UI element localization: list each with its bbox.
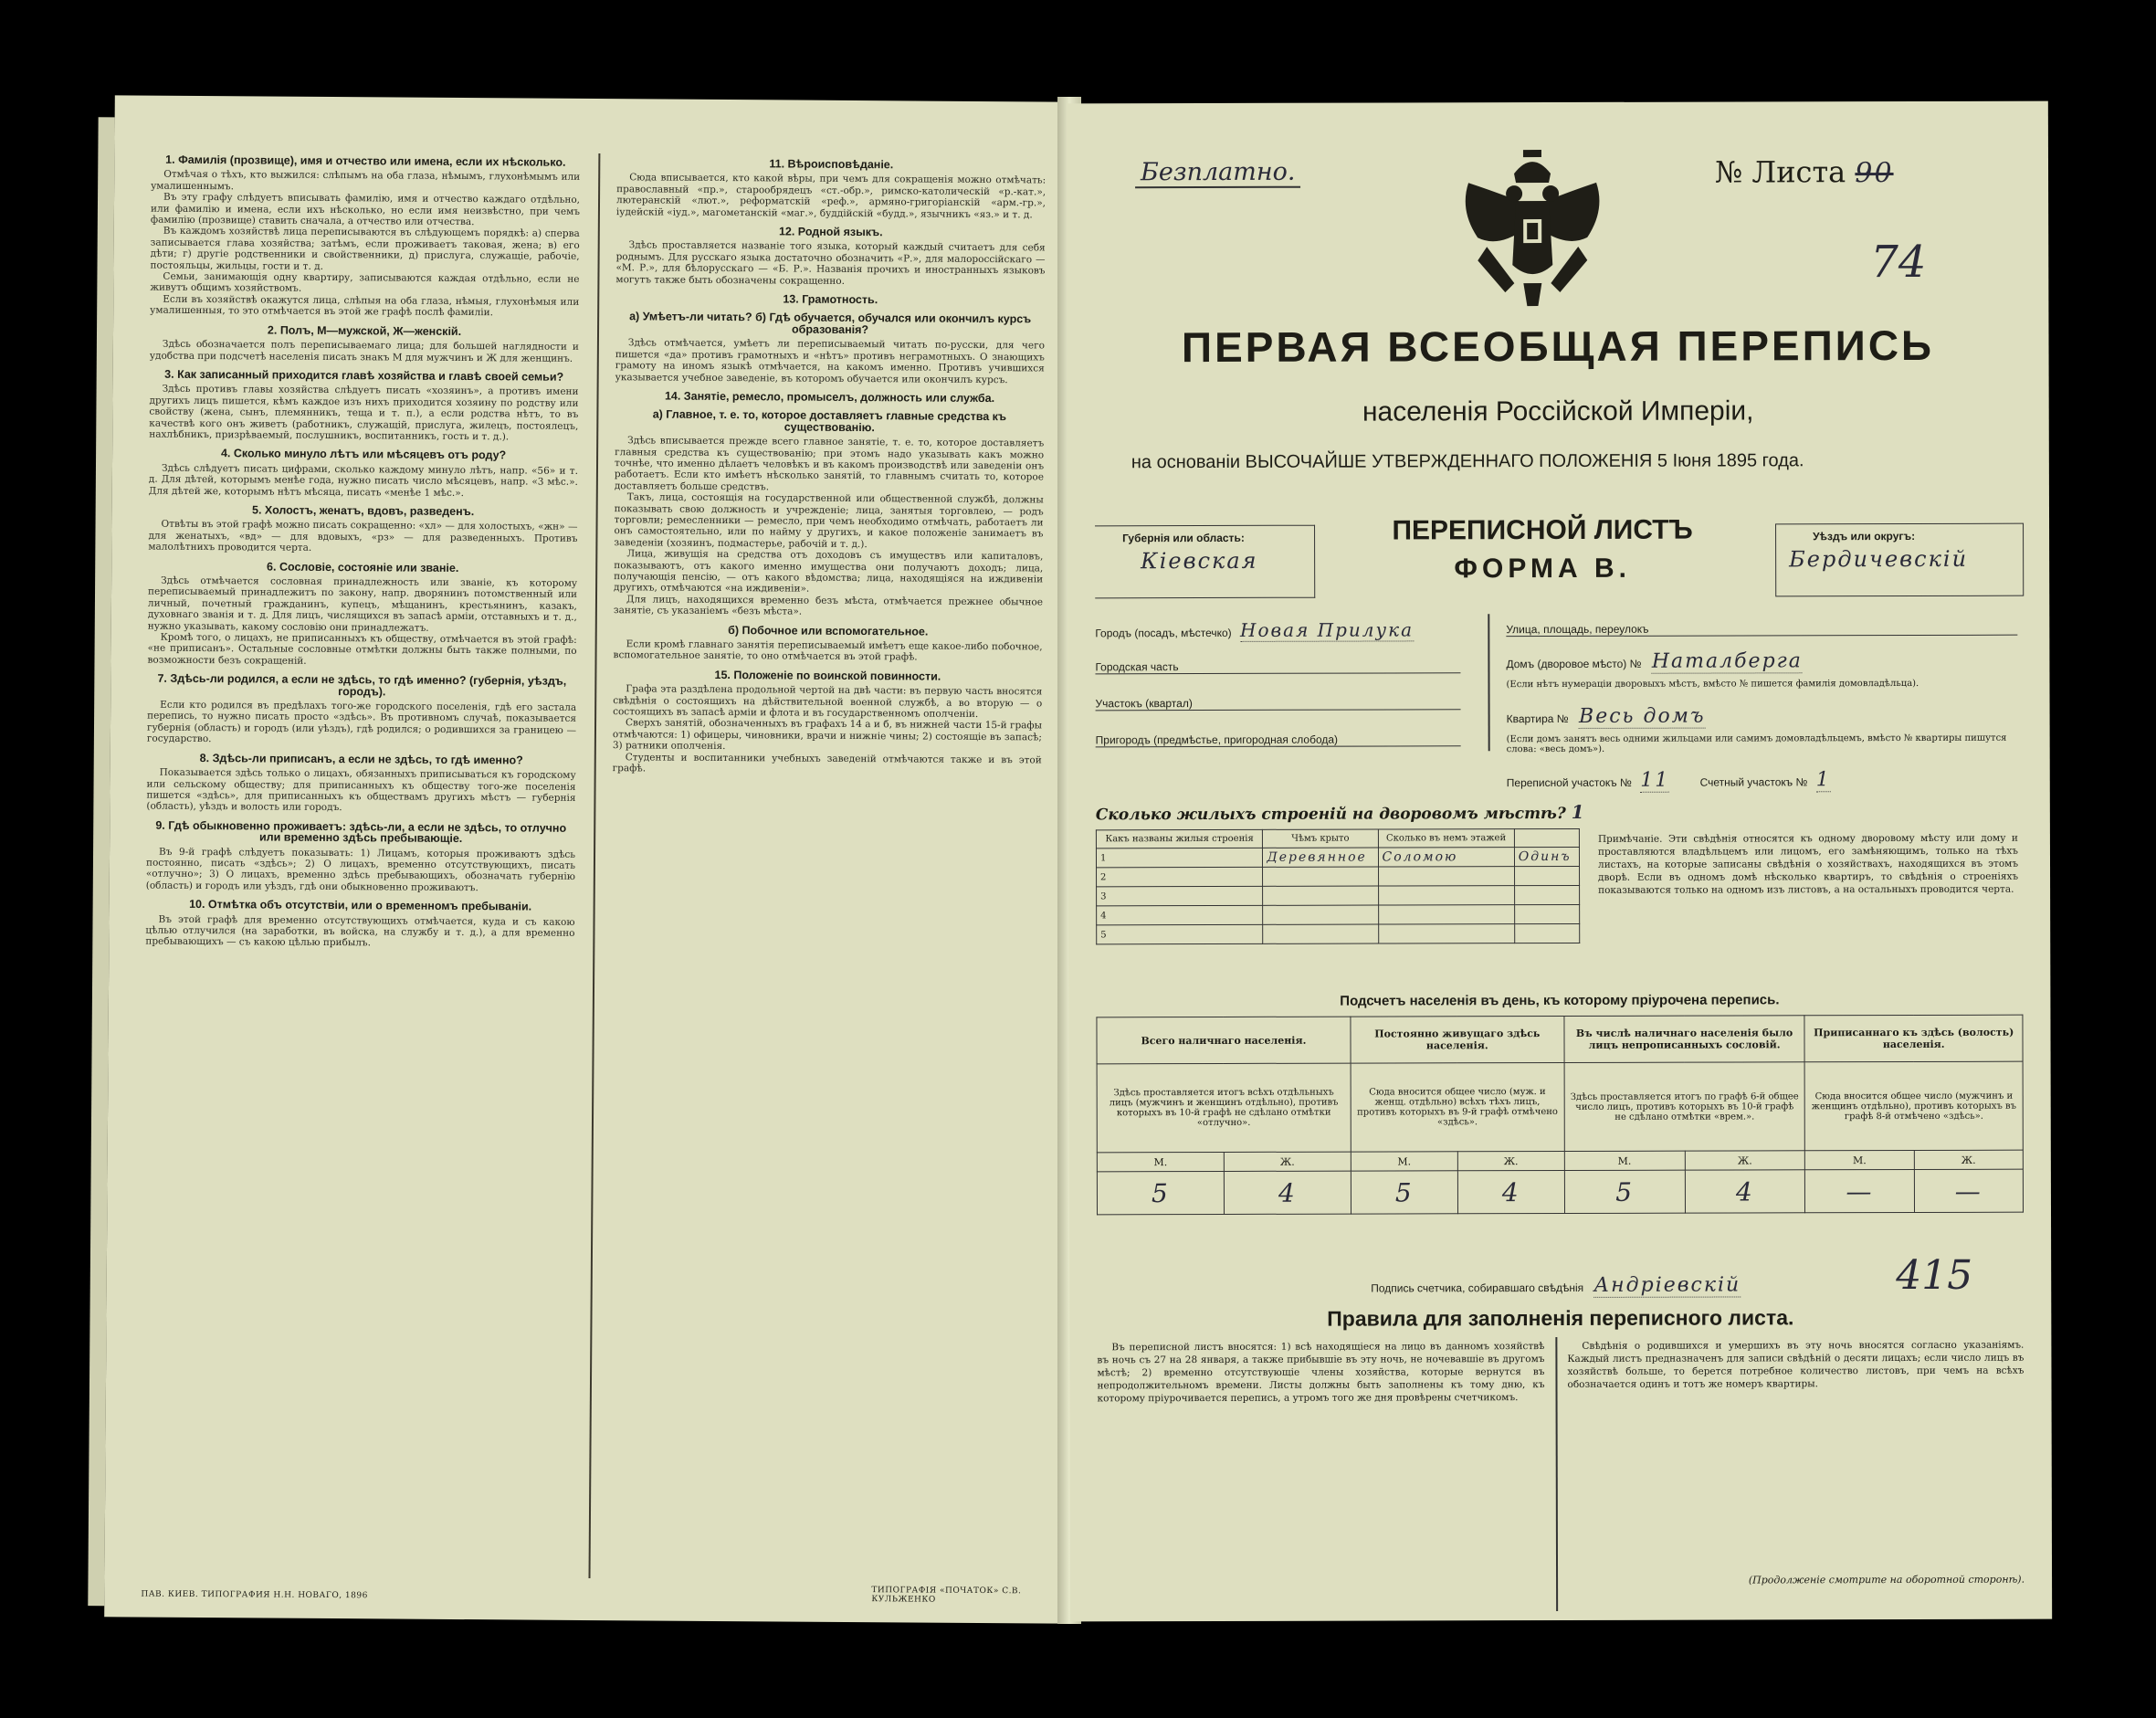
instruction-paragraph: Здѣсь противъ главы хозяйства слѣдуетъ писать «хозяинъ», а противъ имени другихъ лицъ пишется, кѣмъ каждое изъ нихъ приходится хозяину по родству или свойству (жена, сынъ, племянникъ, теща и т. п.), а если родства нѣтъ, то въ качествѣ кого онъ живетъ (работникъ, служащій, прислуга, жилецъ, постоялецъ, нахлѣбникъ, призрѣваемый, послушникъ, воспитанникъ, гость и т. д.). — [149, 384, 579, 443]
instruction-paragraph: Здѣсь отмѣчается, умѣетъ ли переписываемый читать по-русски, для чего пишется «да» противъ грамотныхъ и «нѣтъ» противъ неграмотныхъ. О знающихъ грамоту на иномъ языкѣ отмѣчается, на какомъ именно. Противъ учившихся указывается учебное заведеніе, въ которомъ обучается или окончилъ курсъ. — [615, 337, 1045, 385]
instruction-paragraph: Въ эту графу слѣдуетъ вписывать фамилію, имя и отчество каждаго отдѣльно, или фамилію и имена, если ихъ нѣсколько, но если имя неизвѣстно, при чемъ фамилію (прозвище) ставить сначала, а отчество или отчества. — [150, 191, 581, 228]
instruction-paragraph: Здѣсь слѣдуетъ писать цифрами, сколько каждому минуло лѣтъ, напр. «56» и т. д. Для дѣтей, которымъ менѣе года, нужно писать число мѣсяцевъ, напр. «3 мѣс.». Для дѣтей же, которымъ нѣтъ мѣсяца, писать «менѣе 1 мѣс.». — [148, 462, 579, 499]
buildings-cell — [1514, 923, 1579, 943]
instruction-heading: 1. Фамилія (прозвище), имя и отчество или имена, если их нѣсколько. — [165, 153, 566, 169]
left-page — [104, 95, 1076, 1623]
uezd-label: Уѣздъ или округъ: — [1813, 529, 1916, 543]
instruction-heading: 3. Как записанный приходится главѣ хозяйства и главѣ своей семьи? — [164, 367, 564, 384]
instruction-paragraph: Сюда вписывается, кто какой вѣры, при чемъ для сокращенія можно отмѣчать: православный «пр.», старообрядецъ «ст.-обр.», римско-католическій «р.-кат.», лютеранскій «лют.», реформатскій «реф.», армяно-григоріанскій «арм.-гр.», іудейскій «іуд.», магометанскій «маг.», буддійскій «будд.», язычникъ «яз.» и т. д. — [615, 172, 1046, 220]
instruction-heading: 15. Положеніе по воинской повинности. — [714, 668, 941, 683]
uezd-box — [1775, 523, 2024, 597]
instruction-heading: 2. Полъ, М—мужской, Ж—женскій. — [267, 323, 462, 338]
buildings-cell: Соломою — [1378, 848, 1514, 867]
instruction-paragraph: Въ этой графѣ для временно отсутствующихъ отмѣчается, куда и съ какою цѣлью отлучился (на заработки, въ войска, на службу и т. д.), а для временно пребывающихъ — съ какою цѣлью прибылъ. — [145, 913, 575, 949]
gubernia-value: Кіевская — [1141, 547, 1258, 574]
printer-footer-left: ПАВ. КИЕВ. ТИПОГРАФИЯ Н.Н. НОВАГО, 1896 — [141, 1589, 368, 1601]
district-field: Участокъ (квартал) — [1096, 696, 1461, 711]
summary-col-note: Здѣсь проставляется итогъ всѣхъ отдѣльныхъ лицъ (мужчинъ и женщинъ отдѣльно), противъ которыхъ въ 10-й графѣ не сдѣлано отмѣтки «отлучно». — [1097, 1063, 1351, 1153]
instruction-paragraph: Для лицъ, находящихся временно безъ мѣста, отмѣчается прежнее обычное занятіе, съ указаніемъ «безъ мѣста». — [613, 594, 1044, 617]
city-label: Городъ (посадъ, мѣстечко) — [1095, 626, 1232, 640]
buildings-cell — [1263, 886, 1378, 905]
summary-value: 5 — [1351, 1171, 1457, 1214]
instruction-paragraph: Показывается здѣсь только о лицахъ, обязанныхъ приписываться къ городскому или сельскому обществу; для приписанныхъ къ обществу того-же поселенія пишется «здѣсь», для приписанныхъ къ обществамъ другихъ мѣстъ — губернія (область), уѣздъ и волость или городъ. — [146, 766, 576, 814]
buildings-cell — [1514, 904, 1579, 923]
instruction-paragraph: Здѣсь отмѣчается сословная принадлежность или званіе, къ которому переписываемый принадлежитъ по закону, напр. дворянинъ потомственный или личный, почетный гражданинъ, купецъ, мѣщанинъ, крестьянинъ, казакъ, духовнаго званія и т. д. Для лицъ, числящихся въ запасѣ арміи, отставныхъ и т. д., нужно указывать, какому сословію они принадлежатъ. — [147, 574, 578, 634]
summary-value: — — [1805, 1169, 1914, 1212]
form-subtitle: ФОРМА В. — [1454, 553, 1631, 585]
buildings-cell — [1378, 905, 1514, 924]
buildings-cell: 1 — [1096, 848, 1262, 867]
summary-value: 4 — [1224, 1171, 1351, 1214]
buildings-row — [1097, 904, 1580, 924]
instruction-paragraph: Такъ, лица, состоящія на государственной или общественной службѣ, должны показывать свою должность и учрежденіе; лица, занятыя торговлею, — родъ торговли; ремесленники — ремесло, при чемъ необходимо отмѣчать, работаетъ ли онъ самостоятельно, или по найму у другихъ, и какое положеніе занимаетъ въ заведеніи (хозяинъ, подмастерье, рабочій и т. д.). — [614, 491, 1044, 550]
population-summary-table — [1096, 1015, 2024, 1216]
house-value: Наталберга — [1651, 649, 1803, 673]
summary-sex-label: М. — [1564, 1151, 1685, 1170]
imperial-eagle-emblem — [1450, 146, 1614, 311]
instruction-heading: 11. Вѣроисповѣданіе. — [769, 157, 894, 172]
instruction-heading: б) Побочное или вспомогательное. — [728, 623, 929, 638]
instructions-column-right — [606, 150, 1046, 1586]
summary-col-header: Постоянно живущаго здѣсь населенія. — [1351, 1016, 1564, 1063]
buildings-cell — [1263, 905, 1378, 924]
rules-divider — [1555, 1337, 1557, 1611]
summary-sex-label: М. — [1805, 1150, 1914, 1169]
buildings-cell — [1378, 924, 1514, 943]
census-form-page — [1067, 101, 2052, 1622]
summary-value: 4 — [1685, 1170, 1805, 1213]
buildings-row — [1097, 866, 1580, 886]
instruction-paragraph: Кромѣ того, о лицахъ, не приписанныхъ къ обществу, отмѣчается въ этой графѣ: «не приписанъ». Остальные сословные отмѣтки должны быть также полными, по возможности безъ сокращеній. — [147, 631, 577, 667]
summary-value: 5 — [1564, 1170, 1685, 1213]
buildings-cell — [1263, 924, 1378, 943]
census-district-row — [1507, 768, 2018, 792]
sheet-number-label: № Листа — [1714, 154, 1846, 190]
census-title: ПЕРВАЯ ВСЕОБЩАЯ ПЕРЕПИСЬ — [1181, 321, 1935, 372]
apartment-field — [1507, 704, 2018, 728]
street-field: Улица, площадь, переулокъ — [1506, 622, 2017, 637]
buildings-cell: Одинъ — [1514, 847, 1579, 866]
apartment-note: (Если домъ занятъ весь одними жильцами или самимъ домовладѣльцемъ, вмѣсто № квартиры пишутся слова: «весь домъ»). — [1506, 733, 2007, 755]
buildings-cell — [1378, 886, 1514, 905]
sheet-number — [1715, 154, 1894, 190]
population-summary-title: Подсчетъ населенія въ день, къ которому пріурочена перепись. — [1340, 992, 1780, 1009]
census-legal-basis: на основаніи ВЫСОЧАЙШЕ УТВЕРЖДЕННАГО ПОЛОЖЕНІЯ 5 Іюня 1895 года. — [1131, 450, 1804, 473]
buildings-cell — [1263, 867, 1378, 886]
rules-column-left: Въ переписной листъ вносятся: 1) всѣ находящіеся на лицо въ данномъ хозяйствѣ въ ночь съ 27 на 28 января, а также прибывшіе въ эту ночь, не ночевавшіе въ другомъ мѣстѣ; 2) временно отсутствующіе члены хозяйства, которые вернутся въ непродолжительномъ времени. Листы должны быть заполнены къ тому дню, къ которому пріурочивается перепись, а утромъ того же дня провѣрены счетчикомъ. — [1097, 1341, 1545, 1405]
census-district-label: Переписной участокъ № — [1506, 775, 1632, 790]
summary-value: — — [1914, 1169, 2023, 1212]
instruction-paragraph: Семьи, занимающія одну квартиру, записываются каждая отдѣльно, если не живутъ общимъ хозяйствомъ. — [150, 270, 580, 295]
instruction-paragraph: Студенты и воспитанники учебныхъ заведеній отмѣчаются также и въ этой графѣ. — [612, 751, 1042, 775]
summary-value: 5 — [1097, 1171, 1224, 1214]
instruction-heading: а) Главное, т. е. то, которое доставляетъ главные средства къ существованію. — [652, 407, 1007, 434]
buildings-table — [1096, 828, 1580, 944]
summary-col-note: Сюда вносится общее число (мужчинъ и женщинъ отдѣльно), противъ которыхъ въ графѣ 8-й отмѣчено «здѣсь». — [1804, 1061, 2023, 1151]
instruction-heading: 9. Гдѣ обыкновенно проживаетъ: здѣсь-ли, а если не здѣсь, то отлучно или временно здѣсь пребывающіе. — [155, 818, 567, 846]
uezd-value: Бердичевскій — [1789, 545, 1969, 573]
summary-sex-label: М. — [1351, 1152, 1457, 1171]
buildings-row — [1096, 847, 1579, 867]
city-field — [1095, 618, 1497, 641]
margin-number: 415 — [1896, 1251, 1973, 1300]
buildings-col-header: Чѣмъ крыто — [1263, 829, 1378, 848]
sheet-number-value: 90 — [1855, 157, 1894, 190]
instruction-paragraph: Въ 9-й графѣ слѣдуетъ показывать: 1) Лицамъ, которыя проживаютъ здѣсь постоянно, писать «здѣсь»; 2) О лицахъ, временно отсутствующихъ, писать «отлучно»; 3) О лицахъ, временно здѣсь пребывающихъ, обозначать губернію (область) и городъ или уѣздъ, гдѣ они обыкновенно проживаютъ. — [145, 846, 576, 893]
apartment-value: Весь домъ — [1578, 704, 1706, 728]
summary-col-note: Здѣсь проставляется итогъ по графѣ 6-й общее число лицъ, противъ которыхъ въ 10-й графѣ не сдѣлано отмѣтки «врем.». — [1564, 1062, 1805, 1152]
buildings-cell: 4 — [1097, 905, 1263, 924]
rules-title: Правила для заполненія переписного листа. — [1327, 1305, 1794, 1331]
buildings-row — [1097, 923, 1580, 943]
summary-col-header: Всего наличнаго населенія. — [1097, 1017, 1351, 1064]
instruction-heading: 10. Отмѣтка объ отсутствіи, или о временномъ пребываніи. — [189, 898, 532, 913]
buildings-col-header: Какъ названы жилыя строенія — [1096, 829, 1262, 848]
census-district-value: 11 — [1640, 768, 1670, 792]
house-field — [1506, 649, 2017, 673]
census-subtitle: населенія Россійской Имперіи, — [1362, 395, 1754, 427]
summary-sex-label: Ж. — [1914, 1150, 2023, 1169]
buildings-question-label: Сколько жилыхъ строеній на дворовомъ мѣстѣ? — [1095, 804, 1566, 825]
free-label: Безплатно. — [1135, 158, 1301, 188]
instruction-paragraph: Если кто родился въ предѣлахъ того-же городского поселенія, гдѣ его застала перепись, то нужно писать просто «здѣсь». Въ противномъ случаѣ, показывается губернія (область) и городъ (или уѣздъ), гдѣ родился; о родившихся за границею — государство. — [146, 699, 577, 745]
house-label: Домъ (дворовое мѣсто) № — [1506, 657, 1642, 671]
buildings-cell: 3 — [1097, 886, 1263, 905]
instruction-heading: 12. Родной языкъ. — [778, 225, 883, 239]
summary-col-note: Сюда вносится общее число (муж. и женщ. отдѣльно) всѣхъ тѣхъ лицъ, противъ которыхъ въ 9-й графѣ отмѣчено «здѣсь». — [1351, 1062, 1564, 1152]
gubernia-box — [1095, 525, 1315, 599]
count-district-value: 1 — [1815, 768, 1831, 792]
gubernia-label: Губернія или область: — [1122, 531, 1245, 545]
rules-column-right: Свѣдѣнія о родившихся и умершихъ въ эту ночь вносятся согласно указаніямъ. Каждый листъ предназначенъ для записи свѣдѣній о десяти лицахъ; если число лицъ въ хозяйствѣ больше, то берется потребное количество листовъ, при чемъ на всѣхъ обозначается одинъ и тотъ же номеръ квартиры. — [1567, 1339, 2025, 1390]
rules-continuation-note: (Продолженіе смотрите на оборотной сторонѣ). — [1748, 1573, 2025, 1586]
buildings-note: Примѣчаніе. Эти свѣдѣнія относятся къ одному дворовому мѣсту или дому и проставляются владѣльцемъ или лицомъ, его замѣняющимъ, только на тѣхъ листахъ, на которые записаны свѣдѣнія о хозяйствахъ, находящихся въ этомъ дворѣ. Если въ одномъ домѣ нѣсколько квартиръ, то свѣдѣнія о строеніяхъ показываются только на одномъ изъ листовъ, а на остальныхъ проводится черта. — [1597, 832, 2019, 896]
form-title: ПЕРЕПИСНОЙ ЛИСТЪ — [1392, 514, 1693, 546]
signature-label: Подпись счетчика, собиравшаго свѣдѣнія — [1371, 1281, 1584, 1295]
instruction-paragraph: Здѣсь вписывается прежде всего главное занятіе, т. е. то, которое доставляетъ главныя средства къ существованію; при этомъ надо указывать какъ можно точнѣе, что именно дѣлаетъ человѣкъ и въ какомъ производствѣ или заведеніи онъ работаетъ. Если кто имѣетъ нѣсколько занятій, то главнымъ считать то, которое доставляетъ больше средствъ. — [614, 435, 1045, 493]
summary-sex-label: Ж. — [1685, 1151, 1805, 1170]
instruction-paragraph: Здѣсь проставляется названіе того языка, который каждый считаетъ для себя роднымъ. Для русскаго языка достаточно обозначить «Р.», для малороссійскаго — «М. Р.», для бѣлорусскаго — «Б. Р.». Названія прочихъ и иностранныхъ языковъ могутъ также быть обозначены сокращенно. — [615, 239, 1046, 287]
summary-col-header: Въ числѣ наличнаго населенія было лицъ непрописанныхъ сословій. — [1564, 1016, 1805, 1063]
buildings-cell: 5 — [1097, 924, 1263, 943]
instruction-heading: 8. Здѣсь-ли приписанъ, а если не здѣсь, то гдѣ именно? — [199, 751, 523, 767]
instruction-paragraph: Отвѣты въ этой графѣ можно писать сокращенно: «хл» — для холостыхъ, «жн» — для женатыхъ, «вд» — для вдовыхъ, «рз» — для разведенныхъ. Противъ малолѣтнихъ проводится черта. — [148, 519, 578, 554]
city-part-field: Городская часть — [1095, 659, 1460, 674]
instruction-paragraph: Графа эта раздѣлена продольной чертой на двѣ части: въ первую часть вносятся свѣдѣнія о состоящихъ на дѣйствительной военной службѣ, а во вторую — о состоящихъ въ запасѣ арміи и флота и въ государственномъ ополченіи. — [613, 683, 1043, 721]
suburb-field: Пригородъ (предмѣстье, пригородная слобода) — [1096, 733, 1461, 747]
enumerator-signature: Андріевскій — [1593, 1273, 1741, 1297]
house-note: (Если нѣтъ нумераціи дворовыхъ мѣстъ, вмѣсто № пишется фамилія домовладѣльца). — [1506, 678, 1919, 690]
buildings-cell — [1378, 867, 1514, 886]
buildings-row — [1097, 885, 1580, 905]
buildings-col-header: Сколько въ немъ этажей — [1378, 829, 1514, 848]
summary-sex-label: Ж. — [1457, 1151, 1564, 1170]
count-district-label: Счетный участокъ № — [1699, 775, 1808, 789]
instruction-heading: 6. Сословіе, состояніе или званіе. — [267, 560, 459, 574]
apartment-label: Квартира № — [1506, 711, 1569, 726]
buildings-question — [1096, 801, 1586, 824]
buildings-cell: 2 — [1097, 867, 1263, 886]
instruction-heading: 4. Сколько минуло лѣтъ или мѣсяцевъ отъ роду? — [220, 447, 507, 462]
city-value: Новая Прилука — [1239, 618, 1415, 641]
column-divider — [589, 153, 600, 1578]
buildings-col-header — [1514, 828, 1579, 847]
summary-value: 4 — [1457, 1170, 1564, 1213]
summary-sex-label: Ж. — [1224, 1152, 1351, 1171]
instruction-paragraph: Отмѣчая о тѣхъ, кто выжился: слѣпымъ на оба глаза, нѣмымъ, глухонѣмымъ или умалишеннымъ. — [151, 169, 581, 193]
instruction-heading: 13. Грамотность. — [783, 292, 878, 307]
instruction-paragraph: Въ каждомъ хозяйствѣ лица переписываются въ слѣдующемъ порядкѣ: а) сперва записывается глава хозяйства; затѣмъ, если проживаетъ таковая, жена; в) его дѣти; г) другіе родственники и свойственники, д) прислуга, служащіе, рабочіе, постояльцы, жильцы, гости и т. д. — [150, 226, 580, 272]
instruction-paragraph: Здѣсь обозначается полъ переписываемаго лица; для большей наглядности и удобства при подсчетѣ населенія писать знакъ М для мужчинъ и Ж для женщинъ. — [149, 338, 579, 364]
instruction-paragraph: Если въ хозяйствѣ окажутся лица, слѣпыя на оба глаза, нѣмыя, глухонѣмыя или умалишенныя, то это отмѣчается въ этой же графѣ послѣ фамиліи. — [150, 293, 580, 319]
instruction-heading: 14. Занятіе, ремесло, промыселъ, должность или служба. — [664, 389, 995, 405]
instruction-heading: 5. Холостъ, женатъ, вдовъ, разведенъ. — [251, 503, 475, 519]
buildings-cell — [1514, 885, 1579, 904]
instruction-heading: 7. Здѣсь-ли родился, а если не здѣсь, то гдѣ именно? (губернія, уѣздъ, городъ). — [157, 671, 567, 699]
instruction-paragraph: Если кромѣ главнаго занятія переписываемый имѣетъ еще какое-либо побочное, вспомогательное занятіе, то оно отмѣчается въ этой графѣ. — [613, 638, 1043, 663]
buildings-cell — [1514, 866, 1579, 885]
instruction-paragraph: Сверхъ занятій, обозначенныхъ въ графахъ 14 а и б, въ нижней части 15-й графы отмѣчаются: 1) офицеры, чиновники, врачи и нижніе чины; 2) состоящіе въ запасѣ; 3) ратники ополченія. — [612, 717, 1043, 753]
summary-sex-label: М. — [1097, 1152, 1224, 1171]
printer-footer-right: ТИПОГРАФІЯ «ПОЧАТОК» С.В. КУЛЬЖЕНКО — [871, 1586, 1022, 1605]
archive-page-number: 74 — [1870, 236, 1927, 289]
instruction-paragraph: Лица, живущія на средства отъ доходовъ съ имуществъ или капиталовъ, показываютъ, отъ какого именно имущества они получаютъ доходъ; лица, получающія пенсію, — отъ какого вѣдомства; лица, находящіяся на иждивеніи другихъ, отмѣчаются «на иждивеніи». — [614, 548, 1044, 596]
instructions-column-left — [141, 147, 580, 1584]
summary-col-header: Приписаннаго къ здѣсь (волость) населенія. — [1804, 1015, 2023, 1062]
buildings-count-value: 1 — [1571, 800, 1586, 823]
buildings-cell: Деревянное — [1263, 848, 1378, 867]
instruction-heading: а) Умѣетъ-ли читать? б) Гдѣ обучается, обучался или окончилъ курсъ образованія? — [629, 310, 1032, 336]
